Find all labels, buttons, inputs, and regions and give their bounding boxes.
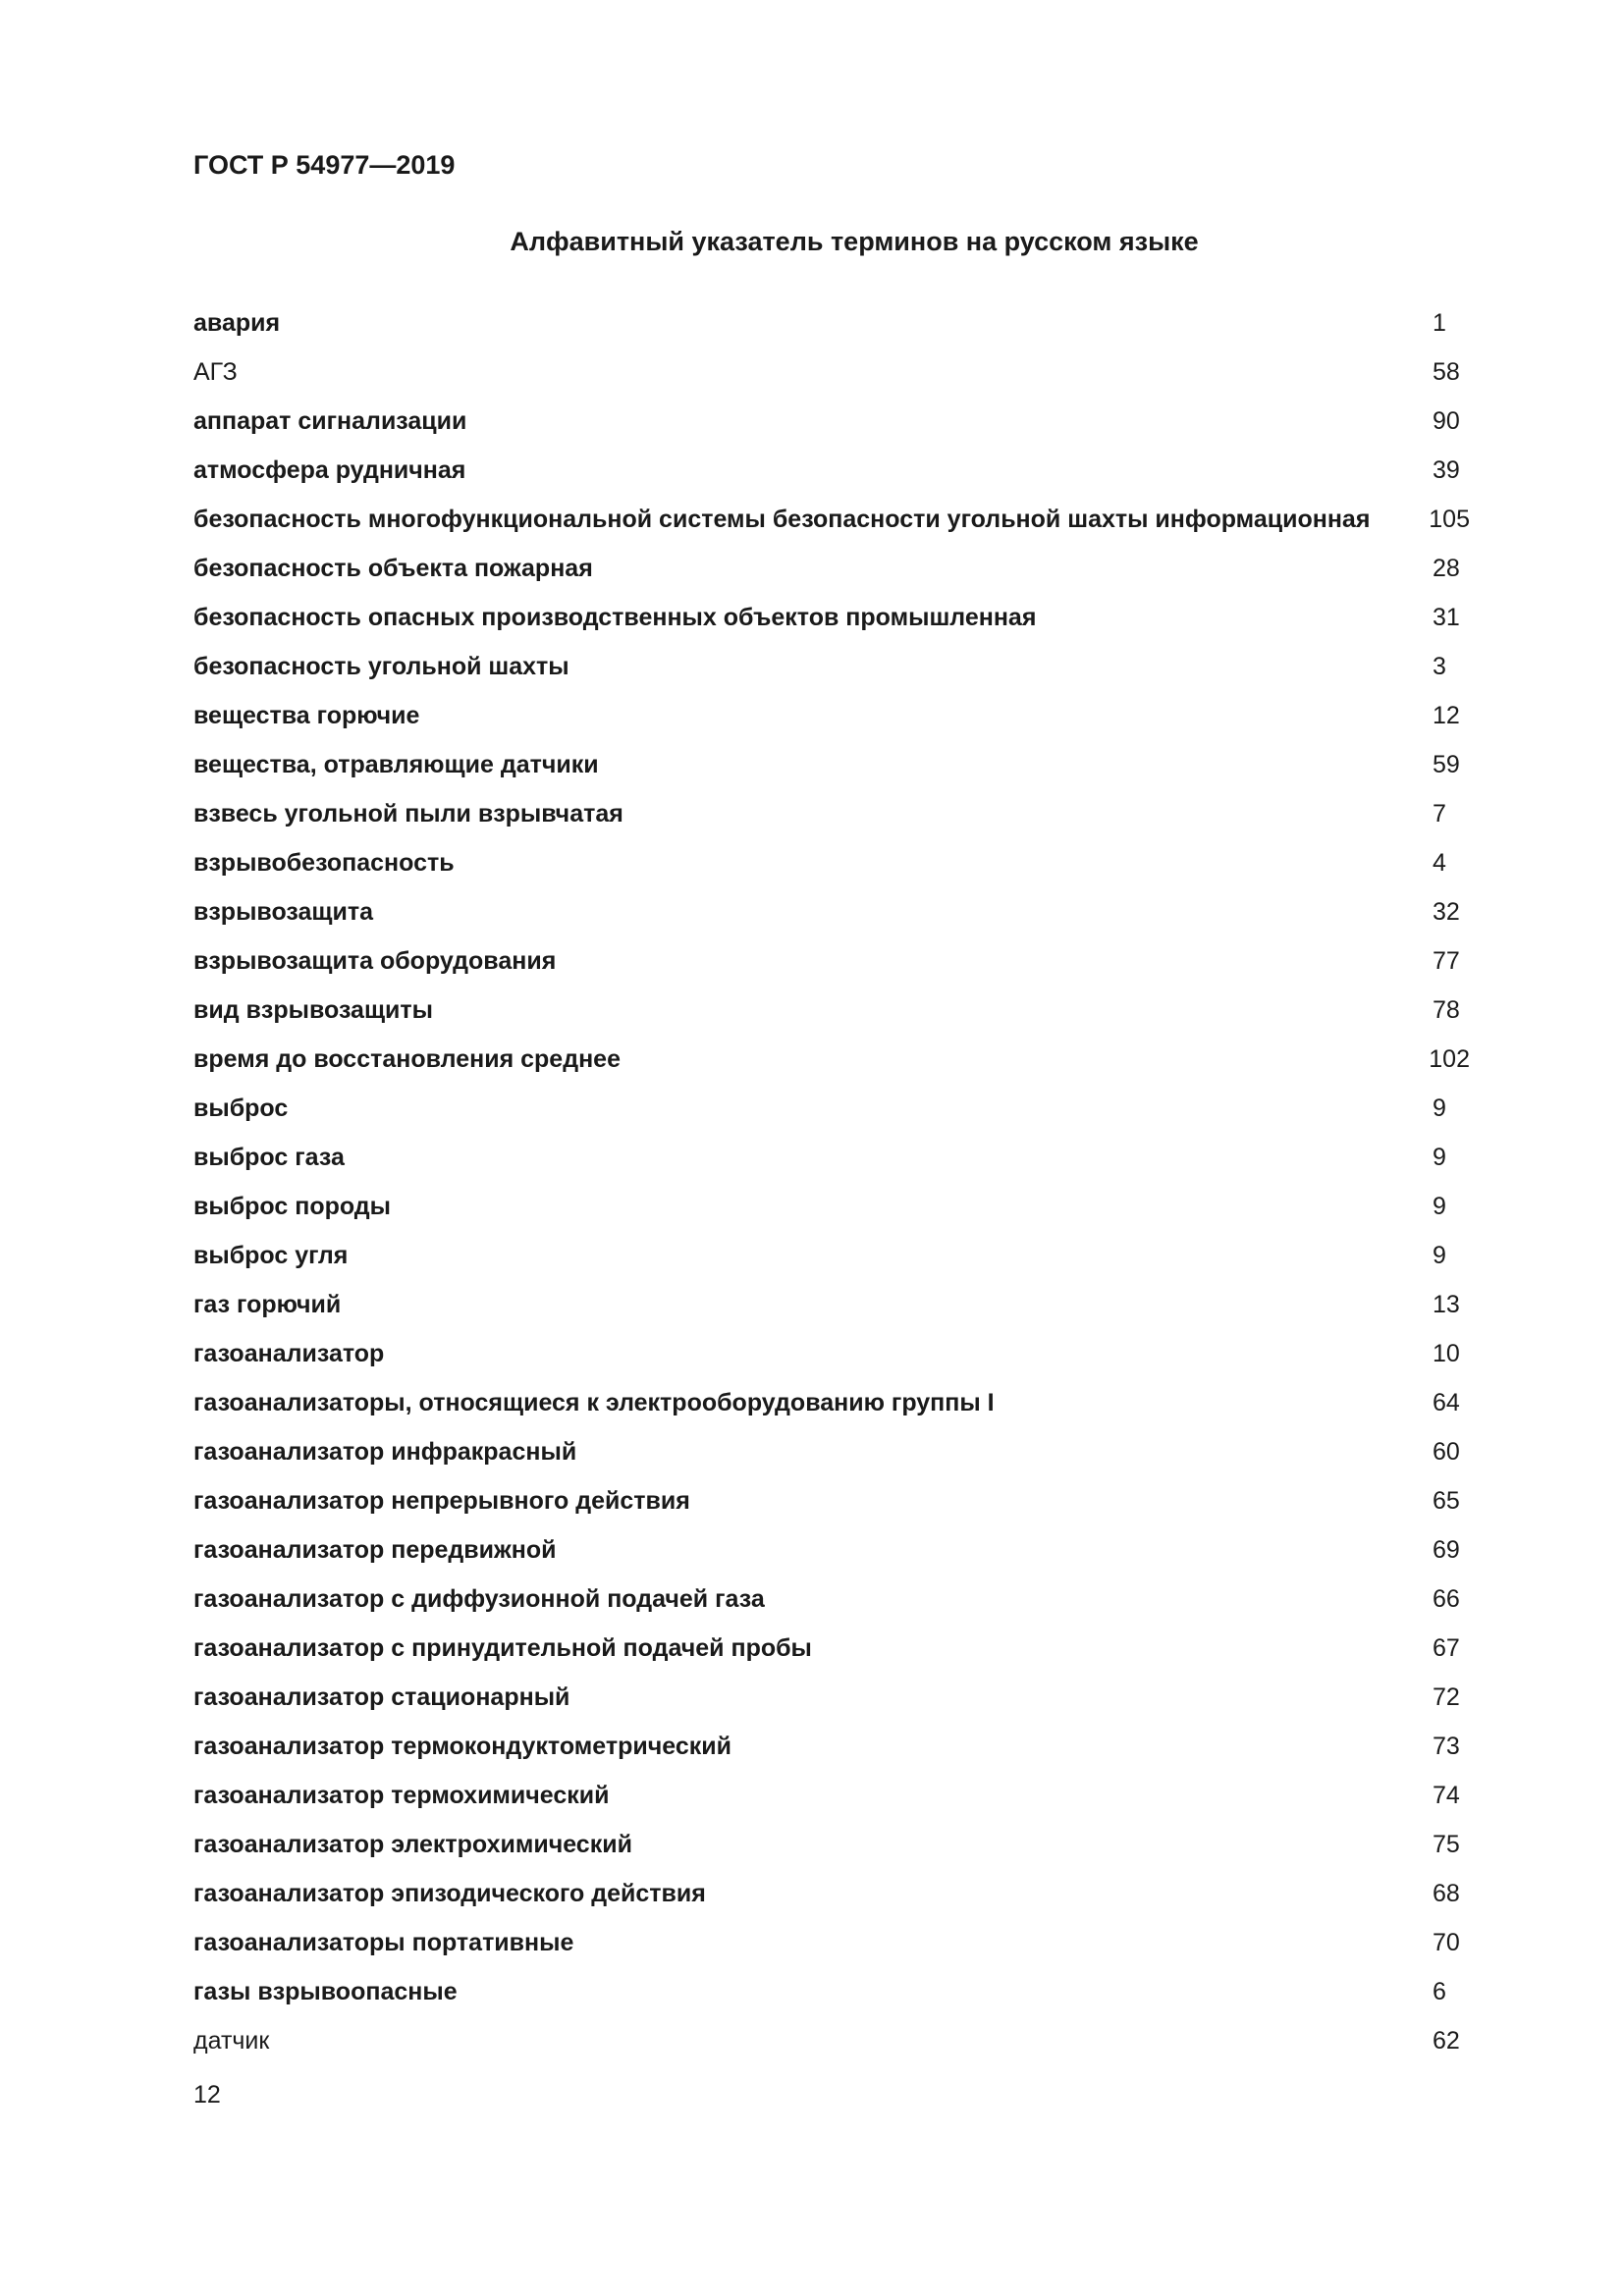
index-term-number: 69 bbox=[1433, 1535, 1460, 1564]
index-term-number: 75 bbox=[1433, 1830, 1460, 1858]
index-entry bbox=[193, 1525, 1470, 1575]
index-term-number: 65 bbox=[1433, 1486, 1460, 1515]
index-term: вид взрывозащиты bbox=[193, 995, 434, 1024]
index-term: безопасность опасных производственных объектов промышленная bbox=[193, 603, 1037, 631]
index-term-number: 60 bbox=[1433, 1437, 1460, 1466]
index-entry bbox=[193, 691, 1470, 740]
index-term: газ горючий bbox=[193, 1290, 342, 1318]
index-term-number: 1 bbox=[1433, 308, 1446, 337]
index-term: газы взрывоопасные bbox=[193, 1977, 458, 2005]
index-term-number: 28 bbox=[1433, 554, 1460, 582]
index-entry bbox=[193, 1820, 1470, 1869]
index-term: аппарат сигнализации bbox=[193, 406, 467, 435]
index-entry bbox=[193, 2016, 1470, 2065]
index-entry bbox=[193, 1869, 1470, 1918]
index-entry bbox=[193, 1182, 1470, 1231]
index-entry bbox=[193, 593, 1470, 642]
index-term: взрывобезопасность bbox=[193, 848, 455, 877]
index-term-number: 67 bbox=[1433, 1633, 1460, 1662]
index-term: вещества горючие bbox=[193, 701, 420, 729]
index-entry bbox=[193, 1231, 1470, 1280]
index-entry bbox=[193, 1476, 1470, 1525]
index-term-number: 13 bbox=[1433, 1290, 1460, 1318]
index-term: выброс bbox=[193, 1094, 289, 1122]
index-entry bbox=[193, 1624, 1470, 1673]
index-term: газоанализатор термохимический bbox=[193, 1781, 610, 1809]
index-entry bbox=[193, 1329, 1470, 1378]
index-term: АГЗ bbox=[193, 357, 238, 386]
index-term: безопасность объекта пожарная bbox=[193, 554, 593, 582]
index-entry bbox=[193, 936, 1470, 986]
index-term: газоанализатор bbox=[193, 1339, 385, 1367]
index-term: газоанализатор электрохимический bbox=[193, 1830, 632, 1858]
index-entry bbox=[193, 544, 1470, 593]
term-index-list bbox=[193, 298, 1470, 2065]
index-term: безопасность угольной шахты bbox=[193, 652, 569, 680]
index-term-number: 90 bbox=[1433, 406, 1460, 435]
index-term-number: 12 bbox=[1433, 701, 1460, 729]
index-entry bbox=[193, 789, 1470, 838]
index-term-number: 6 bbox=[1433, 1977, 1446, 2005]
index-entry bbox=[193, 1084, 1470, 1133]
index-term: выброс угля bbox=[193, 1241, 349, 1269]
index-term: время до восстановления среднее bbox=[193, 1044, 621, 1073]
index-term: авария bbox=[193, 308, 281, 337]
index-term: газоанализатор эпизодического действия bbox=[193, 1879, 706, 1907]
index-term-number: 59 bbox=[1433, 750, 1460, 778]
index-entry bbox=[193, 1133, 1470, 1182]
index-entry bbox=[193, 986, 1470, 1035]
document-code: ГОСТ Р 54977—2019 bbox=[193, 150, 456, 180]
index-term-number: 10 bbox=[1433, 1339, 1460, 1367]
index-term: газоанализатор с диффузионной подачей газа bbox=[193, 1584, 765, 1613]
index-term: газоанализатор непрерывного действия bbox=[193, 1486, 690, 1515]
index-term-number: 68 bbox=[1433, 1879, 1460, 1907]
index-entry bbox=[193, 1967, 1470, 2016]
index-term-number: 105 bbox=[1429, 505, 1470, 533]
index-term-number: 39 bbox=[1433, 455, 1460, 484]
index-entry bbox=[193, 740, 1470, 789]
index-term: взрывозащита оборудования bbox=[193, 946, 557, 975]
index-entry bbox=[193, 1378, 1470, 1427]
index-term-number: 9 bbox=[1433, 1094, 1446, 1122]
index-entry bbox=[193, 1722, 1470, 1771]
index-term-number: 58 bbox=[1433, 357, 1460, 386]
index-term-number: 72 bbox=[1433, 1682, 1460, 1711]
index-term-number: 78 bbox=[1433, 995, 1460, 1024]
index-term-number: 73 bbox=[1433, 1732, 1460, 1760]
index-term-number: 102 bbox=[1429, 1044, 1470, 1073]
index-entry bbox=[193, 298, 1470, 347]
index-term-number: 32 bbox=[1433, 897, 1460, 926]
index-term-number: 77 bbox=[1433, 946, 1460, 975]
index-term: вещества, отравляющие датчики bbox=[193, 750, 599, 778]
index-term-number: 9 bbox=[1433, 1241, 1446, 1269]
index-term-number: 3 bbox=[1433, 652, 1446, 680]
index-term: взрывозащита bbox=[193, 897, 374, 926]
index-term: газоанализатор передвижной bbox=[193, 1535, 557, 1564]
index-term-number: 9 bbox=[1433, 1192, 1446, 1220]
index-term: взвесь угольной пыли взрывчатая bbox=[193, 799, 623, 828]
index-entry bbox=[193, 397, 1470, 446]
index-term-number: 31 bbox=[1433, 603, 1460, 631]
index-term: газоанализатор инфракрасный bbox=[193, 1437, 577, 1466]
index-entry bbox=[193, 1575, 1470, 1624]
index-term: газоанализатор с принудительной подачей пробы bbox=[193, 1633, 812, 1662]
index-term-number: 7 bbox=[1433, 799, 1446, 828]
index-term-number: 9 bbox=[1433, 1143, 1446, 1171]
index-term-number: 70 bbox=[1433, 1928, 1460, 1956]
index-entry bbox=[193, 347, 1470, 397]
index-entry bbox=[193, 1918, 1470, 1967]
index-title: Алфавитный указатель терминов на русском языке bbox=[510, 227, 1199, 256]
index-term: безопасность многофункциональной системы безопасности угольной шахты информационная bbox=[193, 505, 1371, 533]
index-term: датчик bbox=[193, 2026, 270, 2055]
index-entry bbox=[193, 1427, 1470, 1476]
index-entry bbox=[193, 1280, 1470, 1329]
index-term: газоанализатор стационарный bbox=[193, 1682, 570, 1711]
index-term: газоанализатор термокондуктометрический bbox=[193, 1732, 731, 1760]
index-entry bbox=[193, 446, 1470, 495]
index-entry bbox=[193, 1673, 1470, 1722]
index-term-number: 66 bbox=[1433, 1584, 1460, 1613]
index-entry bbox=[193, 1771, 1470, 1820]
index-term-number: 4 bbox=[1433, 848, 1446, 877]
index-term: газоанализаторы портативные bbox=[193, 1928, 574, 1956]
index-entry bbox=[193, 495, 1470, 544]
index-term: газоанализаторы, относящиеся к электрооборудованию группы I bbox=[193, 1388, 995, 1416]
index-entry bbox=[193, 1035, 1470, 1084]
index-term: атмосфера рудничная bbox=[193, 455, 466, 484]
index-term: выброс породы bbox=[193, 1192, 392, 1220]
index-term-number: 62 bbox=[1433, 2026, 1460, 2055]
index-term: выброс газа bbox=[193, 1143, 345, 1171]
index-entry bbox=[193, 838, 1470, 887]
index-entry bbox=[193, 887, 1470, 936]
index-term-number: 64 bbox=[1433, 1388, 1460, 1416]
index-entry bbox=[193, 642, 1470, 691]
page-number: 12 bbox=[193, 2081, 221, 2109]
index-term-number: 74 bbox=[1433, 1781, 1460, 1809]
